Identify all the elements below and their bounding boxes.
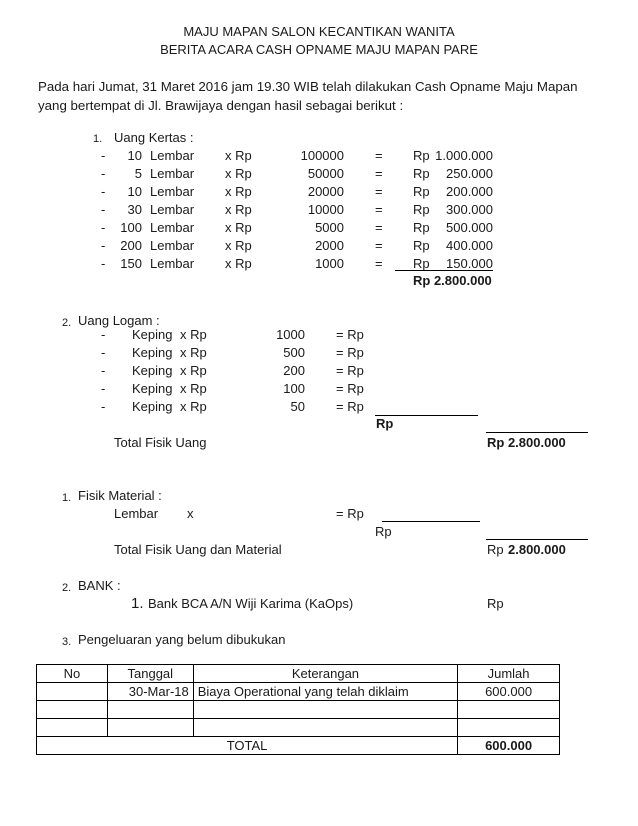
table-cell — [107, 701, 193, 719]
table-header-row — [37, 665, 560, 683]
section-number: 2. — [62, 582, 72, 594]
row-denom: 200 — [283, 363, 305, 378]
row-qty: 10 — [127, 184, 142, 199]
sum-line — [486, 539, 588, 540]
row-dash: - — [101, 363, 106, 378]
header-subtitle: BERITA ACARA CASH OPNAME MAJU MAPAN PARE — [160, 42, 478, 57]
row-unit: Lembar — [150, 148, 195, 163]
column-header: Keterangan — [193, 665, 457, 683]
column-header: Jumlah — [458, 665, 560, 683]
table-cell — [107, 719, 193, 737]
row-rp: Rp — [413, 238, 430, 253]
row-eq: = — [375, 184, 383, 199]
row-unit: Keping — [132, 363, 173, 378]
material-unit: Lembar — [114, 506, 159, 521]
row-unit: Keping — [132, 381, 173, 396]
section-title-fisik-material: Fisik Material : — [78, 488, 162, 503]
table-row — [37, 701, 560, 719]
intro-line-2: yang bertempat di Jl. Brawijaya dengan hasil sebagai berikut : — [38, 98, 404, 113]
row-qty: 10 — [127, 148, 142, 163]
table-cell: 600.000 — [458, 683, 560, 701]
row-dash: - — [101, 399, 106, 414]
row-eq: = — [375, 148, 383, 163]
row-dash: - — [101, 256, 106, 271]
row-unit: Lembar — [150, 202, 195, 217]
bank-item-rp: Rp — [487, 596, 504, 611]
row-dash: - — [101, 381, 106, 396]
column-header: Tanggal — [107, 665, 193, 683]
table-total-value: 600.000 — [458, 737, 560, 755]
row-mult: x Rp — [180, 345, 207, 360]
row-qty: 30 — [127, 202, 142, 217]
row-eq: = Rp — [336, 345, 364, 360]
sum-line — [382, 521, 480, 522]
row-mult: x Rp — [180, 399, 207, 414]
row-rp: Rp — [413, 202, 430, 217]
row-eq: = — [375, 220, 383, 235]
total-fisik-uang-value: Rp 2.800.000 — [487, 435, 566, 450]
row-denom: 1000 — [276, 327, 305, 342]
section-number: 3. — [62, 636, 72, 648]
total-fisik-uang-material-value: 2.800.000 — [508, 542, 566, 557]
table-cell — [193, 701, 457, 719]
row-rp: Rp — [413, 256, 430, 271]
row-rp: Rp — [413, 220, 430, 235]
row-denom: 50000 — [307, 166, 344, 181]
row-unit: Keping — [132, 345, 173, 360]
row-mult: x Rp — [225, 184, 252, 199]
table-total-row — [37, 737, 560, 755]
row-eq: = Rp — [336, 327, 364, 342]
material-mult: x — [187, 506, 194, 521]
row-mult: x Rp — [225, 220, 252, 235]
row-eq: = Rp — [336, 399, 364, 414]
section-number: 2. — [62, 317, 72, 329]
table-cell — [37, 701, 108, 719]
row-amount: 250.000 — [446, 166, 493, 181]
table-cell — [458, 719, 560, 737]
row-mult: x Rp — [225, 238, 252, 253]
row-mult: x Rp — [225, 202, 252, 217]
row-dash: - — [101, 166, 106, 181]
row-eq: = Rp — [336, 381, 364, 396]
uang-kertas-total: Rp 2.800.000 — [413, 273, 492, 288]
row-eq: = — [375, 202, 383, 217]
table-cell — [193, 719, 457, 737]
total-fisik-uang-material-label: Total Fisik Uang dan Material — [114, 542, 282, 557]
table-total-label: TOTAL — [37, 737, 458, 755]
row-dash: - — [101, 238, 106, 253]
table-row — [37, 719, 560, 737]
total-prefix: Rp — [487, 542, 504, 557]
row-amount: 1.000.000 — [435, 148, 493, 163]
row-qty: 100 — [120, 220, 142, 235]
section-title-bank: BANK : — [78, 578, 121, 593]
row-amount: 500.000 — [446, 220, 493, 235]
section-number: 1. — [62, 492, 72, 504]
section-number: 1. — [93, 133, 103, 145]
row-unit: Lembar — [150, 220, 195, 235]
row-unit: Keping — [132, 327, 173, 342]
row-denom: 20000 — [307, 184, 344, 199]
row-mult: x Rp — [180, 327, 207, 342]
row-rp: Rp — [413, 184, 430, 199]
row-eq: = — [375, 238, 383, 253]
row-mult: x Rp — [225, 148, 252, 163]
row-dash: - — [101, 184, 106, 199]
material-eq: = Rp — [336, 506, 364, 521]
row-denom: 50 — [290, 399, 305, 414]
row-denom: 500 — [283, 345, 305, 360]
row-mult: x Rp — [180, 363, 207, 378]
sum-line — [395, 270, 493, 271]
row-dash: - — [101, 327, 106, 342]
row-dash: - — [101, 202, 106, 217]
row-unit: Keping — [132, 399, 173, 414]
row-amount: 400.000 — [446, 238, 493, 253]
row-eq: = — [375, 166, 383, 181]
row-eq: = — [375, 256, 383, 271]
row-denom: 2000 — [315, 238, 344, 253]
table-cell — [37, 683, 108, 701]
uang-logam-subtotal: Rp — [376, 416, 394, 431]
row-denom: 10000 — [307, 202, 344, 217]
table-cell — [458, 701, 560, 719]
row-mult: x Rp — [225, 166, 252, 181]
row-dash: - — [101, 345, 106, 360]
row-dash: - — [101, 148, 106, 163]
row-qty: 150 — [120, 256, 142, 271]
section-title-pengeluaran: Pengeluaran yang belum dibukukan — [78, 632, 286, 647]
intro-line-1: Pada hari Jumat, 31 Maret 2016 jam 19.30 WIB telah dilakukan Cash Opname Maju Mapan — [38, 79, 578, 94]
table-cell — [37, 719, 108, 737]
table-cell: Biaya Operational yang telah diklaim — [193, 683, 457, 701]
row-unit: Lembar — [150, 238, 195, 253]
row-qty: 200 — [120, 238, 142, 253]
expense-table — [36, 664, 560, 755]
row-rp: Rp — [413, 148, 430, 163]
row-eq: = Rp — [336, 363, 364, 378]
bank-item-number: 1. — [131, 595, 144, 612]
row-denom: 1000 — [315, 256, 344, 271]
row-denom: 100 — [283, 381, 305, 396]
row-denom: 5000 — [315, 220, 344, 235]
row-amount: 200.000 — [446, 184, 493, 199]
row-mult: x Rp — [225, 256, 252, 271]
row-dash: - — [101, 220, 106, 235]
bank-item-label: Bank BCA A/N Wiji Karima (KaOps) — [148, 596, 354, 611]
row-unit: Lembar — [150, 166, 195, 181]
row-mult: x Rp — [180, 381, 207, 396]
section-title-uang-kertas: Uang Kertas : — [114, 130, 194, 145]
table-cell: 30-Mar-18 — [107, 683, 193, 701]
row-unit: Lembar — [150, 256, 195, 271]
sum-line — [486, 432, 588, 433]
total-fisik-uang-label: Total Fisik Uang — [114, 435, 207, 450]
row-unit: Lembar — [150, 184, 195, 199]
material-subtotal: Rp — [375, 524, 392, 539]
row-amount: 150.000 — [446, 256, 493, 271]
row-denom: 100000 — [300, 148, 344, 163]
row-qty: 5 — [134, 166, 142, 181]
header-title: MAJU MAPAN SALON KECANTIKAN WANITA — [183, 24, 455, 39]
column-header: No — [37, 665, 108, 683]
section-title-uang-logam: Uang Logam : — [78, 313, 160, 328]
table-row — [37, 683, 560, 701]
row-amount: 300.000 — [446, 202, 493, 217]
row-rp: Rp — [413, 166, 430, 181]
